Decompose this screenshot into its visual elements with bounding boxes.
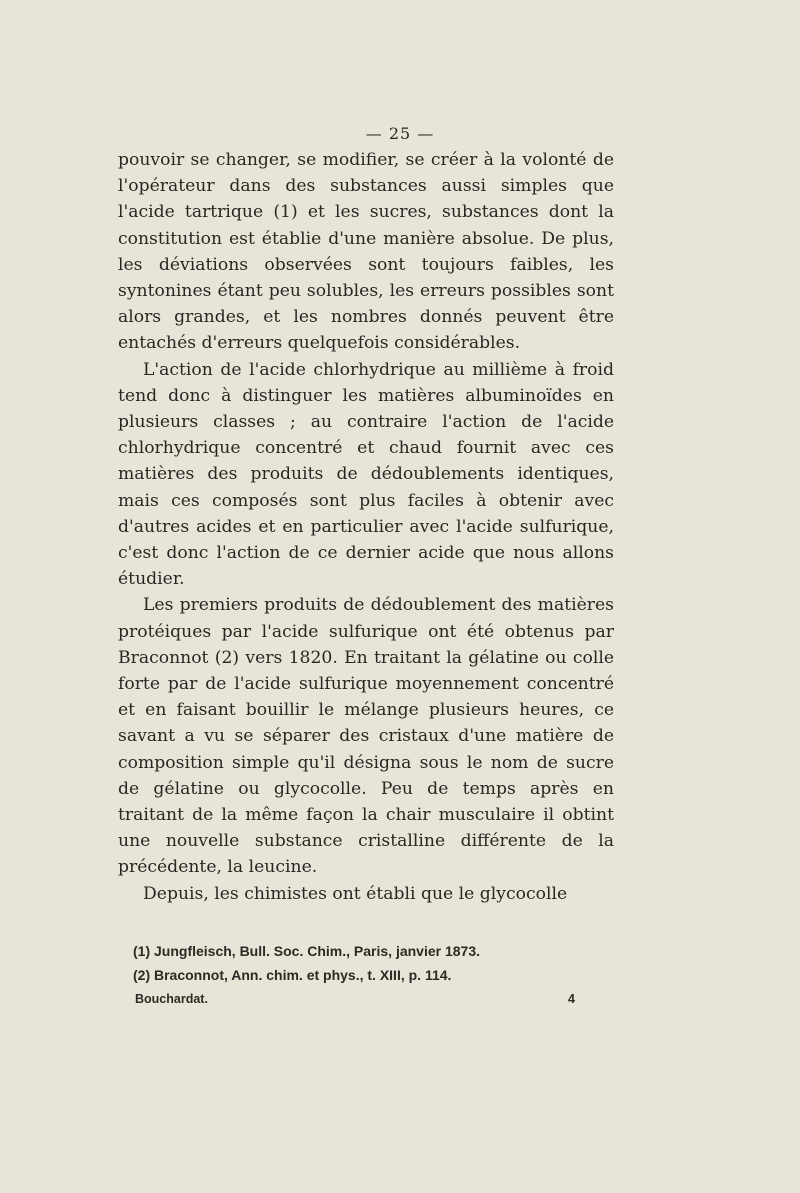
page-number: — 25 —	[365, 124, 435, 143]
footnote: (2) Braconnot, Ann. chim. et phys., t. XIII, p. 114.	[133, 967, 452, 983]
paragraph: L'action de l'acide chlorhydrique au millième à froid tend donc à distinguer les matières albuminoïdes en plusieurs classes ; au contraire l'action de l'acide chlorhydrique concentré et chaud fournit avec ces matières des produits de dédoublements identiques, mais ces composés sont plus faciles à obtenir avec d'autres acides et en particulier avec l'acide sulfurique, c'est donc l'action de ce dernier acide que nous allons étudier.	[118, 359, 614, 590]
paragraph: Les premiers produits de dédoublement des matières protéiques par l'acide sulfurique ont été obtenus par Braconnot (2) vers 1820. En traitant la gélatine ou colle forte par de l'acide sulfurique moyennement concentré et en faisant bouillir le mélange plusieurs heures, ce savant a vu se séparer des cristaux d'une matière de composition simple qu'il désigna sous le nom de sucre de gélatine ou glycocolle. Peu de temps après en traitant de la même façon la chair musculaire il obtint une nouvelle substance cristalline différente de la précédente, la leucine.	[118, 595, 614, 878]
paragraph: Depuis, les chimistes ont établi que le glycocolle	[143, 883, 568, 904]
signature-author: Bouchardat.	[135, 992, 208, 1006]
paragraph: pouvoir se changer, se modifier, se créer à la volonté de l'opérateur dans des substances aussi simples que l'acide tartrique (1) et les sucres, substances dont la constitution est établie d'une manière absolue. De plus, les déviations observées sont toujours faibles, les syntonines étant peu solubles, les erreurs possibles sont alors grandes, et les nombres donnés peuvent être entachés d'erreurs quelquefois considérables.	[118, 150, 614, 354]
body-text	[118, 147, 614, 907]
footnotes	[133, 939, 613, 987]
footnote: (1) Jungfleisch, Bull. Soc. Chim., Paris, janvier 1873.	[133, 943, 481, 959]
signature-line	[135, 992, 575, 1006]
signature-sheet-number: 4	[568, 992, 575, 1006]
